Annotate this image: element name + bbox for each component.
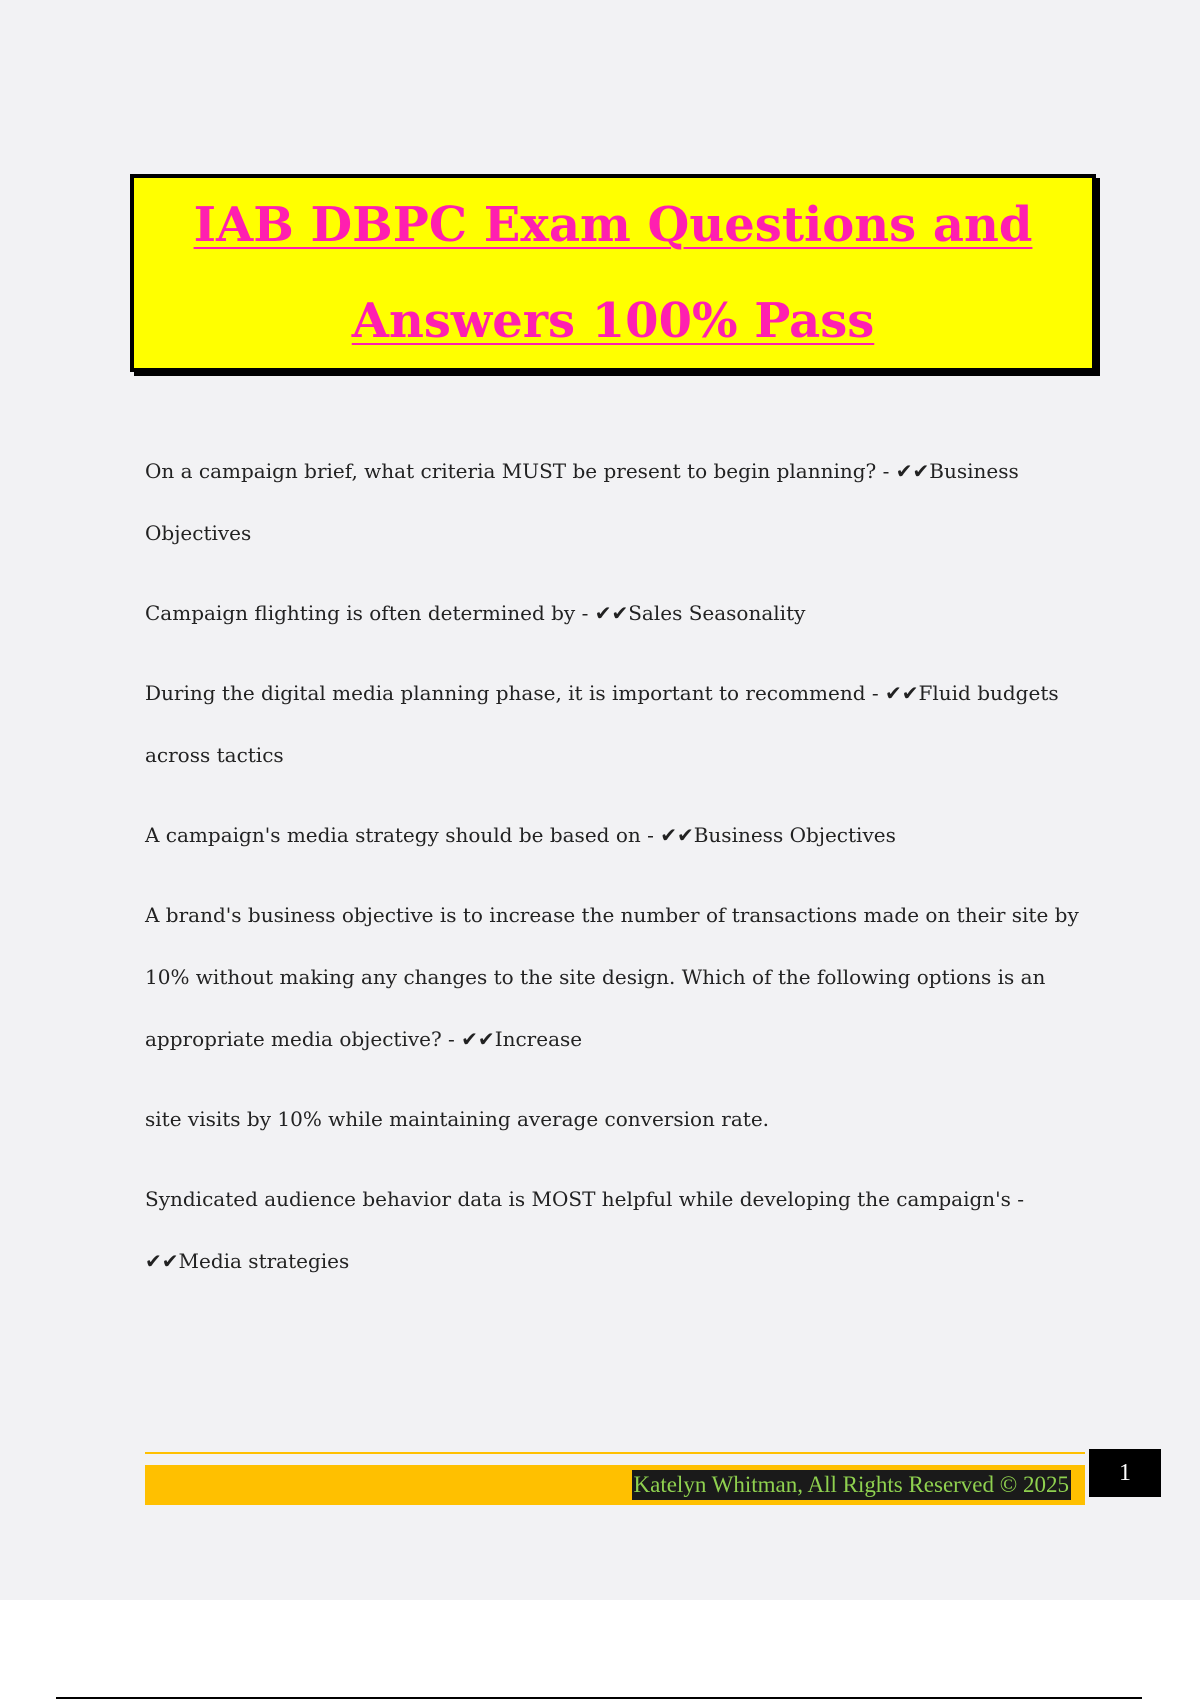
title-banner	[130, 174, 1096, 372]
qa-item-1: On a campaign brief, what criteria MUST be present to begin planning? - ✔✔Business Objectives	[145, 459, 1019, 545]
qa-item-2: Campaign flighting is often determined by - ✔✔Sales Seasonality	[145, 601, 806, 625]
qa-item-6: Syndicated audience behavior data is MOST helpful while developing the campaign's - ✔✔Media strategies	[145, 1187, 1025, 1273]
qa-item-5-continued: site visits by 10% while maintaining average conversion rate.	[145, 1107, 770, 1131]
question-list	[145, 440, 1085, 1310]
document-title-line-1: IAB DBPC Exam Questions and	[193, 197, 1033, 253]
qa-item-5: A brand's business objective is to increase the number of transactions made on their site by 10% without making any changes to the site design. Which of the following options is an appropriate media objective? - ✔✔Increase	[145, 903, 1079, 1051]
qa-item-3: During the digital media planning phase, it is important to recommend - ✔✔Fluid budgets across tactics	[145, 681, 1059, 767]
page-number: 1	[1089, 1449, 1161, 1497]
qa-item-4: A campaign's media strategy should be based on - ✔✔Business Objectives	[145, 823, 896, 847]
footer-divider	[145, 1452, 1085, 1454]
copyright-notice: Katelyn Whitman, All Rights Reserved © 2025	[632, 1470, 1071, 1500]
document-title-line-2: Answers 100% Pass	[351, 293, 875, 349]
page-bottom-divider	[56, 1697, 1142, 1699]
footer-bar	[145, 1465, 1085, 1505]
